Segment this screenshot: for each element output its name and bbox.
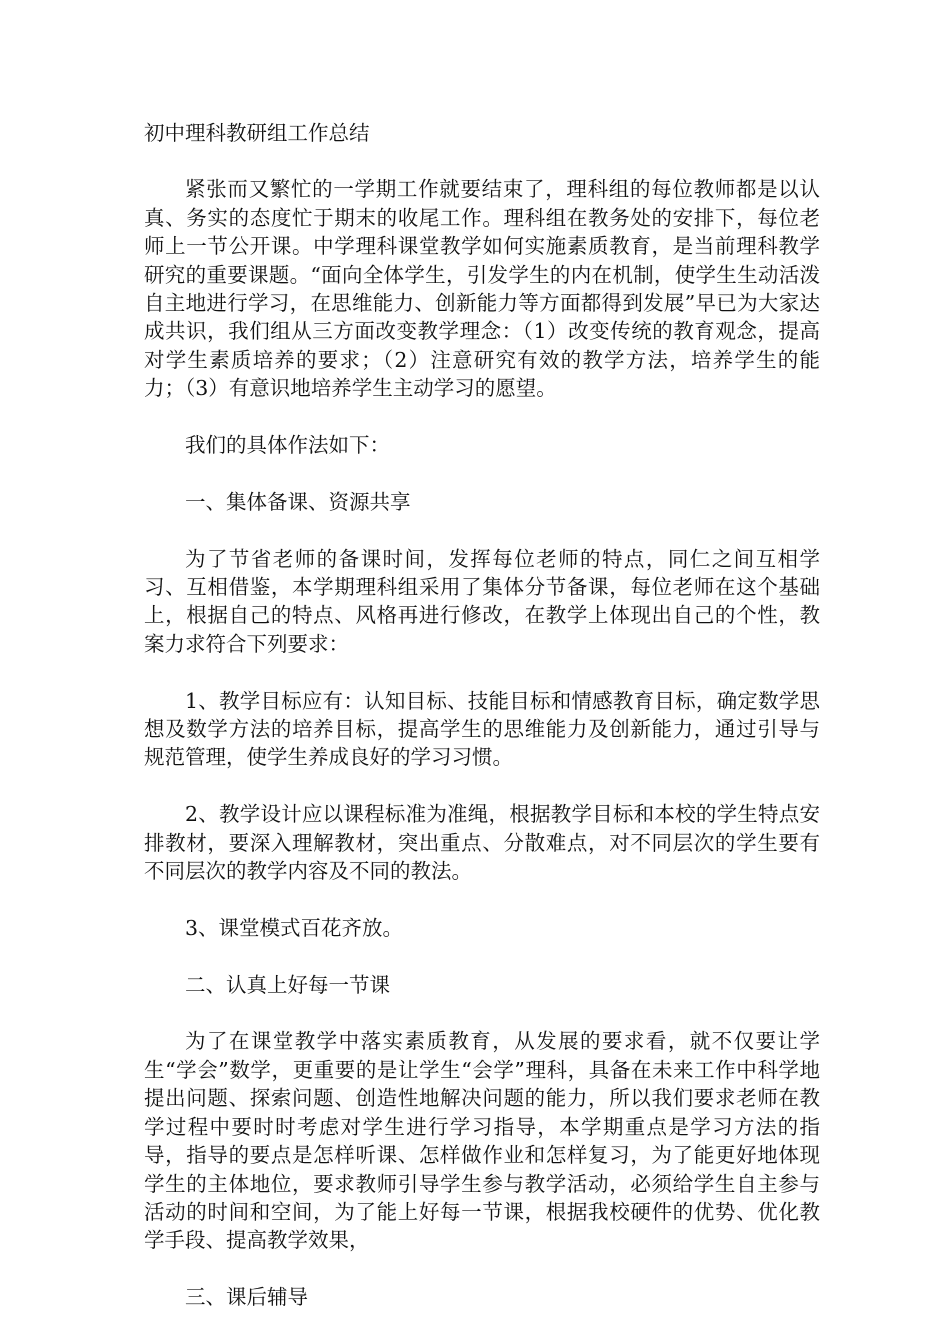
- section-heading-3: 三、课后辅导: [185, 1285, 308, 1310]
- paragraph-section-2: 为了在课堂教学中落实素质教育，从发展的要求看，就不仅要让学生“学会”数学，更重要的是让学生“会学”理科，具备在未来工作中科学地提出问题、探索问题、创造性地解决问题的能力，所以我们要求老师在教学过程中要时时考虑对学生进行学习指导，本学期重点是学习方法的指导，指导的要点是怎样听课、怎样做作业和怎样复习，为了能更好地体现学生的主体地位，要求教师引导学生参与教学活动，必须给学生自主参与活动的时间和空间，为了能上好每一节课，根据我校硬件的优势、优化教学手段、提高教学效果，: [144, 1029, 820, 1253]
- paragraph-intro: 紧张而又繁忙的一学期工作就要结束了，理科组的每位教师都是以认真、务实的态度忙于期末的收尾工作。理科组在教务处的安排下，每位老师上一节公开课。中学理科课堂教学如何实施素质教育，是当前理科教学研究的重要课题。“面向全体学生，引发学生的内在机制，使学生生动活泼自主地进行学习，在思维能力、创新能力等方面都得到发展”早已为大家达成共识，我们组从三方面改变教学理念：（1）改变传统的教育观念，提高对学生素质培养的要求；（2）注意研究有效的教学方法，培养学生的能力；（3）有意识地培养学生主动学习的愿望。: [144, 177, 820, 401]
- list-item-2: 2、教学设计应以课程标准为准绳，根据教学目标和本校的学生特点安排教材，要深入理解教材，突出重点、分散难点，对不同层次的学生要有不同层次的教学内容及不同的教法。: [144, 802, 820, 884]
- list-item-3: 3、课堂模式百花齐放。: [185, 915, 404, 940]
- document-title: 初中理科教研组工作总结: [144, 121, 370, 145]
- paragraph-methods-intro: 我们的具体作法如下：: [185, 433, 390, 458]
- list-item-1: 1、教学目标应有：认知目标、技能目标和情感教育目标，确定数学思想及数学方法的培养目标，提高学生的思维能力及创新能力，通过引导与规范管理，使学生养成良好的学习习惯。: [144, 688, 820, 770]
- section-heading-2: 二、认真上好每一节课: [185, 972, 390, 997]
- section-heading-1: 一、集体备课、资源共享: [185, 489, 411, 514]
- paragraph-section-1: 为了节省老师的备课时间，发挥每位老师的特点，同仁之间互相学习、互相借鉴，本学期理科组采用了集体分节备课，每位老师在这个基础上，根据自己的特点、风格再进行修改，在教学上体现出自己的个性，教案力求符合下列要求：: [144, 546, 820, 656]
- document-page: [144, 119, 820, 1340]
